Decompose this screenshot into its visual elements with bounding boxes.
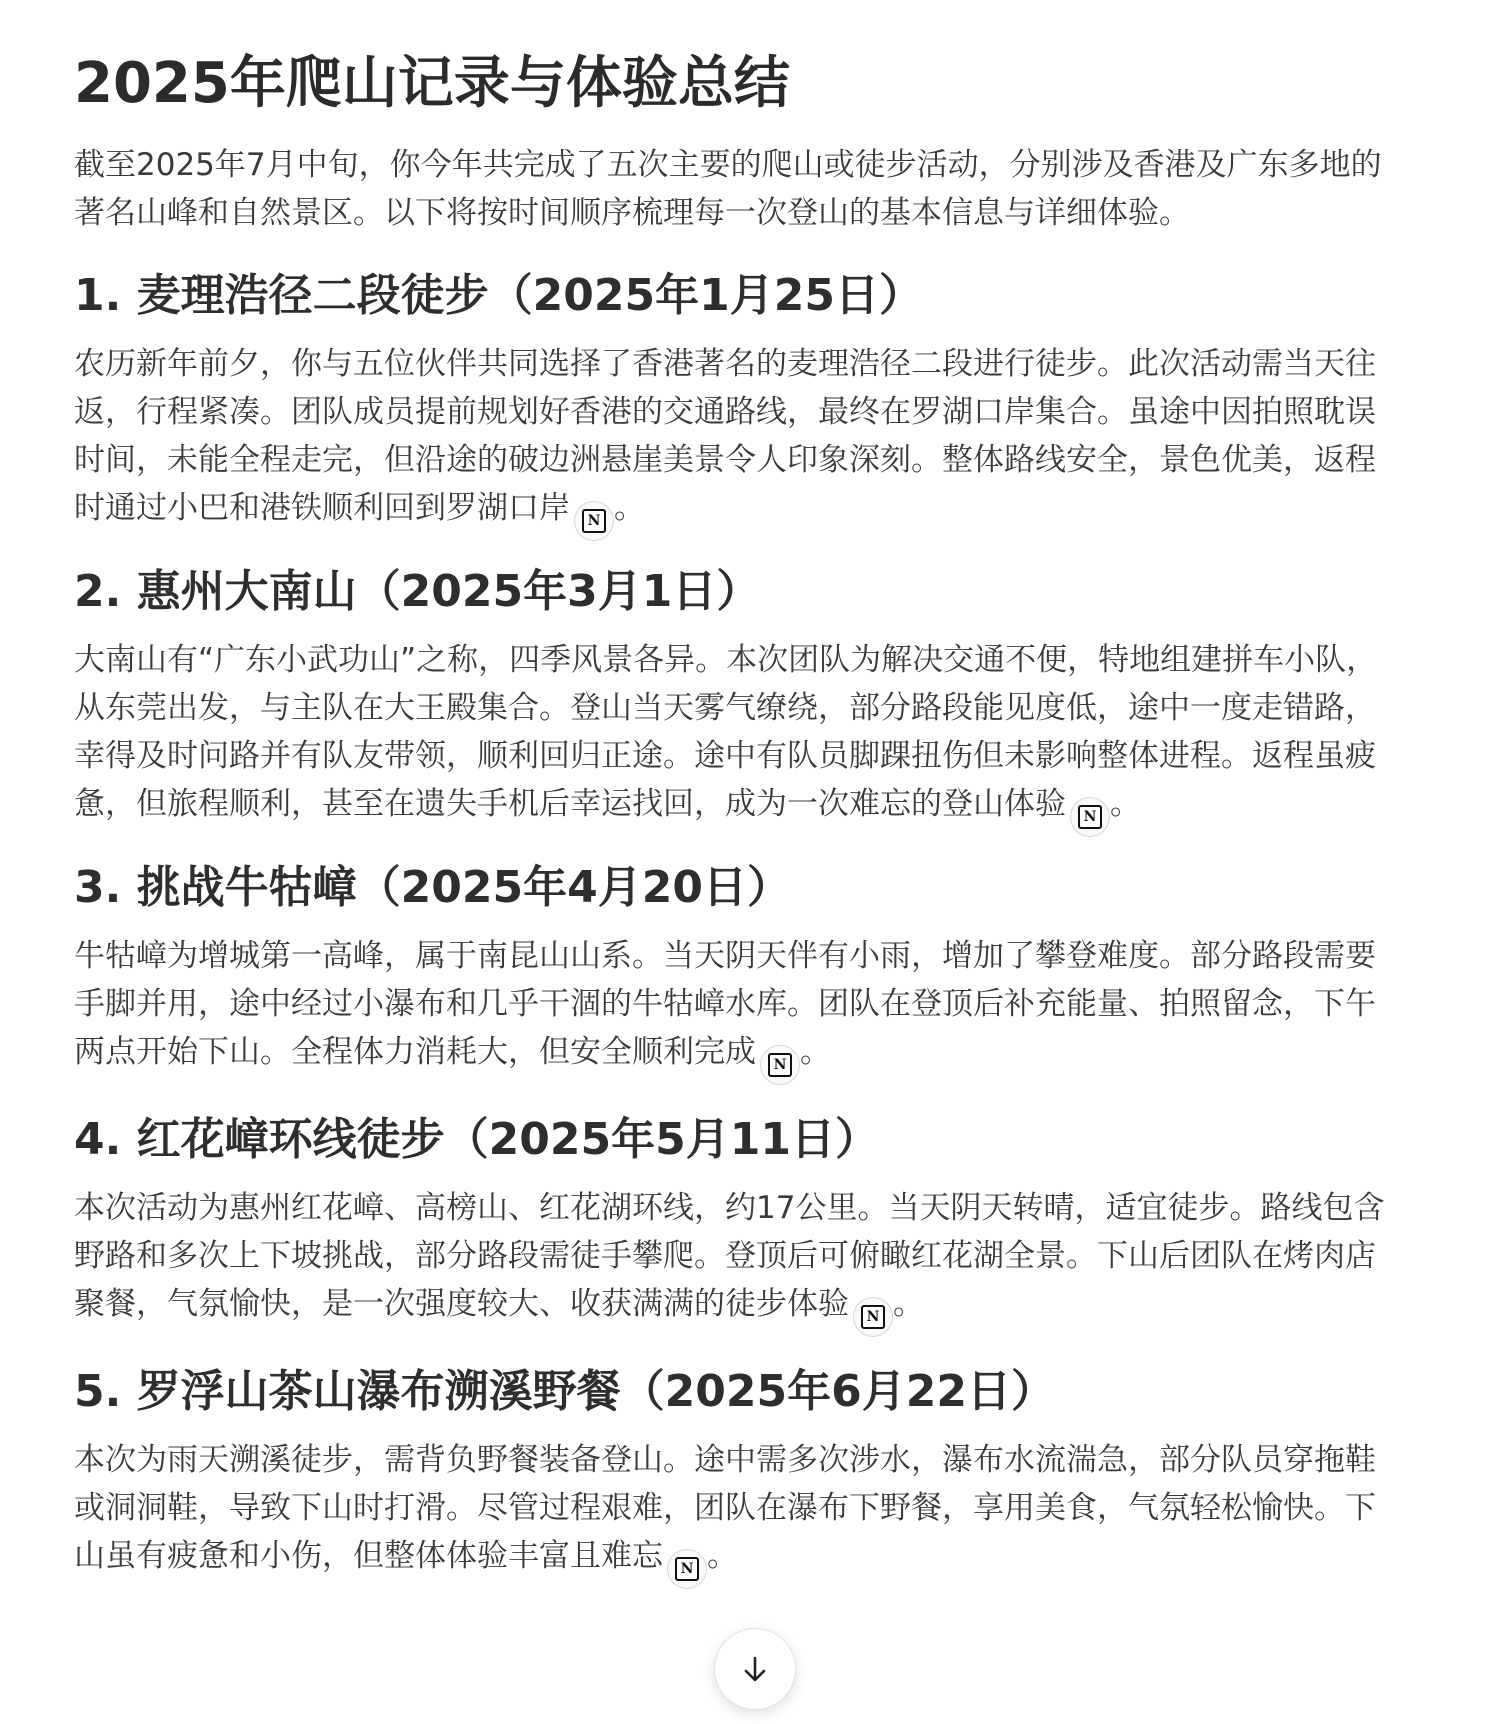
section-body: 农历新年前夕，你与五位伙伴共同选择了香港著名的麦理浩径二段进行徒步。此次活动需当天往返，行程紧凑。团队成员提前规划好香港的交通路线，最终在罗湖口岸集合。虽途中因拍照耽误时间，未能全程走完，但沿途的破边洲悬崖美景令人印象深刻。整体路线安全，景色优美，返程时通过小巴和港铁顺利回到罗湖口岸 N 。 bbox=[74, 340, 1404, 541]
notion-source-button[interactable] bbox=[574, 501, 614, 541]
section-body: 牛牯嶂为增城第一高峰，属于南昆山山系。当天阴天伴有小雨，增加了攀登难度。部分路段需要手脚并用，途中经过小瀑布和几乎干涸的牛牯嶂水库。团队在登顶后补充能量、拍照留念，下午两点开始下山。全程体力消耗大，但安全顺利完成 N 。 bbox=[74, 932, 1404, 1085]
section-3 bbox=[74, 856, 1404, 1085]
notion-source-button[interactable] bbox=[667, 1549, 707, 1589]
section-heading: 5. 罗浮山茶山瀑布溯溪野餐（2025年6月22日） bbox=[74, 1366, 1055, 1417]
section-4 bbox=[74, 1108, 1404, 1337]
section-body: 本次活动为惠州红花嶂、高榜山、红花湖环线，约17公里。当天阴天转晴，适宜徒步。路线包含野路和多次上下坡挑战，部分路段需徒手攀爬。登顶后可俯瞰红花湖全景。下山后团队在烤肉店聚餐，气氛愉快，是一次强度较大、收获满满的徒步体验 N 。 bbox=[74, 1184, 1404, 1337]
section-heading: 4. 红花嶂环线徒步（2025年5月11日） bbox=[74, 1114, 879, 1165]
section-1 bbox=[74, 264, 1404, 541]
notion-icon: N bbox=[675, 1557, 699, 1581]
notion-icon: N bbox=[768, 1053, 792, 1077]
section-5 bbox=[74, 1360, 1404, 1589]
section-2 bbox=[74, 560, 1404, 837]
arrow-down-icon bbox=[739, 1653, 771, 1685]
notion-icon: N bbox=[861, 1305, 885, 1329]
notion-source-button[interactable] bbox=[853, 1297, 893, 1337]
notion-source-button[interactable] bbox=[1070, 797, 1110, 837]
notion-icon: N bbox=[582, 509, 606, 533]
scroll-down-button[interactable] bbox=[714, 1628, 796, 1710]
page-title: 2025年爬山记录与体验总结 bbox=[74, 51, 790, 116]
section-body: 大南山有“广东小武功山”之称，四季风景各异。本次团队为解决交通不便，特地组建拼车小队，从东莞出发，与主队在大王殿集合。登山当天雾气缭绕，部分路段能见度低，途中一度走错路，幸得及时问路并有队友带领，顺利回归正途。途中有队员脚踝扭伤但未影响整体进程。返程虽疲惫，但旅程顺利，甚至在遗失手机后幸运找回，成为一次难忘的登山体验 N 。 bbox=[74, 636, 1404, 837]
section-heading: 2. 惠州大南山（2025年3月1日） bbox=[74, 566, 761, 617]
section-body: 本次为雨天溯溪徒步，需背负野餐装备登山。途中需多次涉水，瀑布水流湍急，部分队员穿拖鞋或洞洞鞋，导致下山时打滑。尽管过程艰难，团队在瀑布下野餐，享用美食，气氛轻松愉快。下山虽有疲惫和小伤，但整体体验丰富且难忘 N 。 bbox=[74, 1436, 1404, 1589]
notion-icon: N bbox=[1078, 805, 1102, 829]
section-heading: 1. 麦理浩径二段徒步（2025年1月25日） bbox=[74, 270, 923, 321]
notion-source-button[interactable] bbox=[760, 1045, 800, 1085]
section-heading: 3. 挑战牛牯嶂（2025年4月20日） bbox=[74, 862, 791, 913]
intro-paragraph: 截至2025年7月中旬，你今年共完成了五次主要的爬山或徒步活动，分别涉及香港及广东多地的著名山峰和自然景区。以下将按时间顺序梳理每一次登山的基本信息与详细体验。 bbox=[74, 147, 1382, 231]
